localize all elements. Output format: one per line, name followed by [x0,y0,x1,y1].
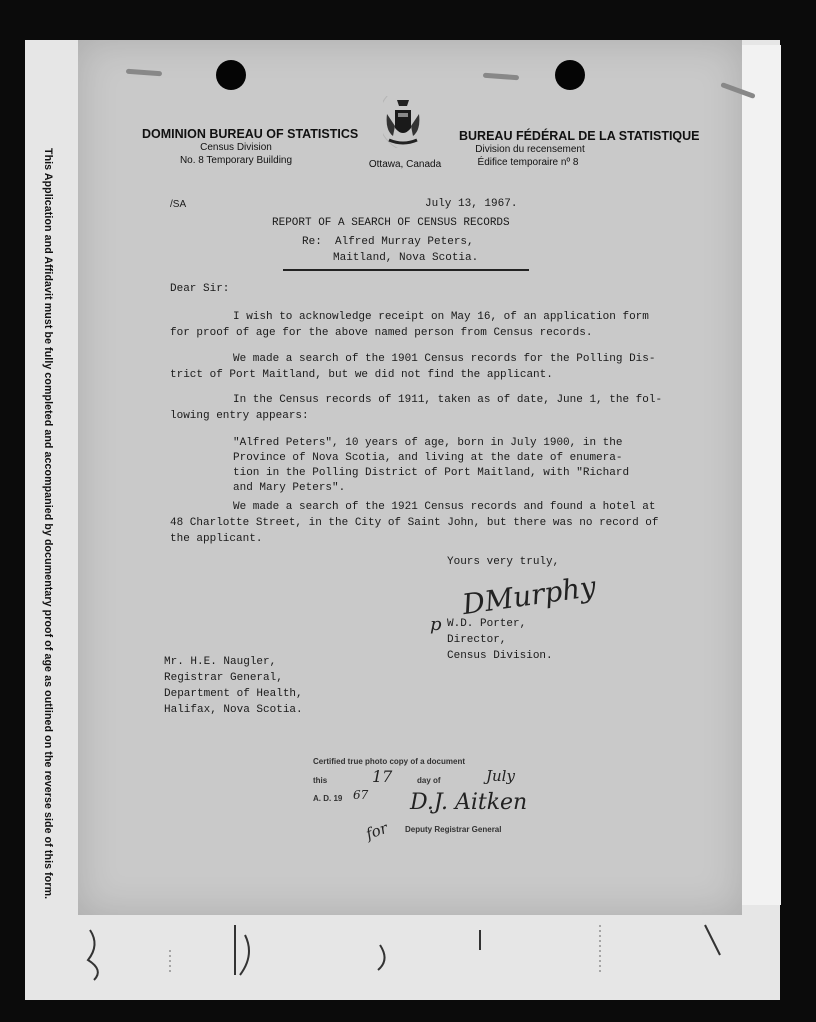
letterhead-french-title: BUREAU FÉDÉRAL DE LA STATISTIQUE [459,129,700,143]
form-handwriting-marks [60,915,740,995]
subject-line-1: Re: Alfred Murray Peters, [302,236,474,248]
paragraph-line: trict of Port Maitland, but we did not find the applicant. [170,369,553,381]
coat-of-arms-icon [383,96,423,148]
punch-hole [555,60,585,90]
paragraph-line: for proof of age for the above named person from Census records. [170,327,593,339]
recipient-department: Department of Health, [164,688,303,700]
certification-line: Certified true photo copy of a document [313,757,466,766]
letterhead-english-title: DOMINION BUREAU OF STATISTICS [142,127,359,141]
letterhead-building: No. 8 Temporary Building [179,155,293,166]
salutation: Dear Sir: [170,283,230,295]
letterhead-division: Census Division [200,142,272,153]
paragraph-line: 48 Charlotte Street, in the City of Saint John, but there was no record of [170,517,659,529]
paragraph-line: We made a search of the 1901 Census records for the Polling Dis- [233,353,656,365]
paragraph-line: We made a search of the 1921 Census records and found a hotel at [233,501,656,513]
registrar-signature: D.J. Aitken [410,790,528,815]
recipient-name: Mr. H.E. Naugler, [164,656,277,668]
director-signature: DMurphy [460,569,598,622]
paragraph-line: I wish to acknowledge receipt on May 16, of an application form [233,311,649,323]
certification-day-label: day of [417,776,441,785]
recipient-city: Halifax, Nova Scotia. [164,704,303,716]
letterhead-french-division: Division du recensement [475,144,585,155]
form-fields-partial [60,915,740,995]
signer-title: Director, [447,634,507,646]
certification-day: 17 [372,767,393,786]
signer-name: W.D. Porter, [447,618,527,630]
staple [483,73,519,80]
reference-initials: /SA [170,199,187,210]
quoted-entry-line: and Mary Peters". [233,482,346,494]
letter-date: July 13, 1967. [425,198,518,210]
subject-line-2: Maitland, Nova Scotia. [333,252,479,264]
certification-year: 67 [353,788,369,802]
paragraph-line: the applicant. [170,533,263,545]
certification-for-mark: for [363,818,391,844]
certification-month: July [486,767,515,785]
quoted-entry-line: "Alfred Peters", 10 years of age, born in July 1900, in the [233,437,623,449]
quoted-entry-line: Province of Nova Scotia, and living at the date of enumera- [233,452,623,464]
underlying-page-edge [740,45,781,905]
letter-heading: REPORT OF A SEARCH OF CENSUS RECORDS [272,217,510,229]
closing: Yours very truly, [447,556,560,568]
certification-year-label: A. D. 19 [313,794,343,803]
certification-this-label: this [313,776,328,785]
certification-role: Deputy Registrar General [405,825,502,834]
signer-division: Census Division. [447,650,553,662]
recipient-title: Registrar General, [164,672,283,684]
staple [126,69,162,76]
per-mark: p [430,614,442,635]
letterhead-french-building: Édifice temporaire nº 8 [477,157,579,168]
paragraph-line: lowing entry appears: [170,410,309,422]
quoted-entry-line: tion in the Polling District of Port Maitland, with "Richard [233,467,630,479]
letterhead-city: Ottawa, Canada [368,159,442,170]
punch-hole [216,60,246,90]
heading-underline [283,269,529,271]
paragraph-line: In the Census records of 1911, taken as of date, June 1, the fol- [233,394,663,406]
form-side-instruction: This Application and Affidavit must be fully completed and accompanied by documentary proof of age as outlined on the reverse side of this form. [42,148,54,900]
